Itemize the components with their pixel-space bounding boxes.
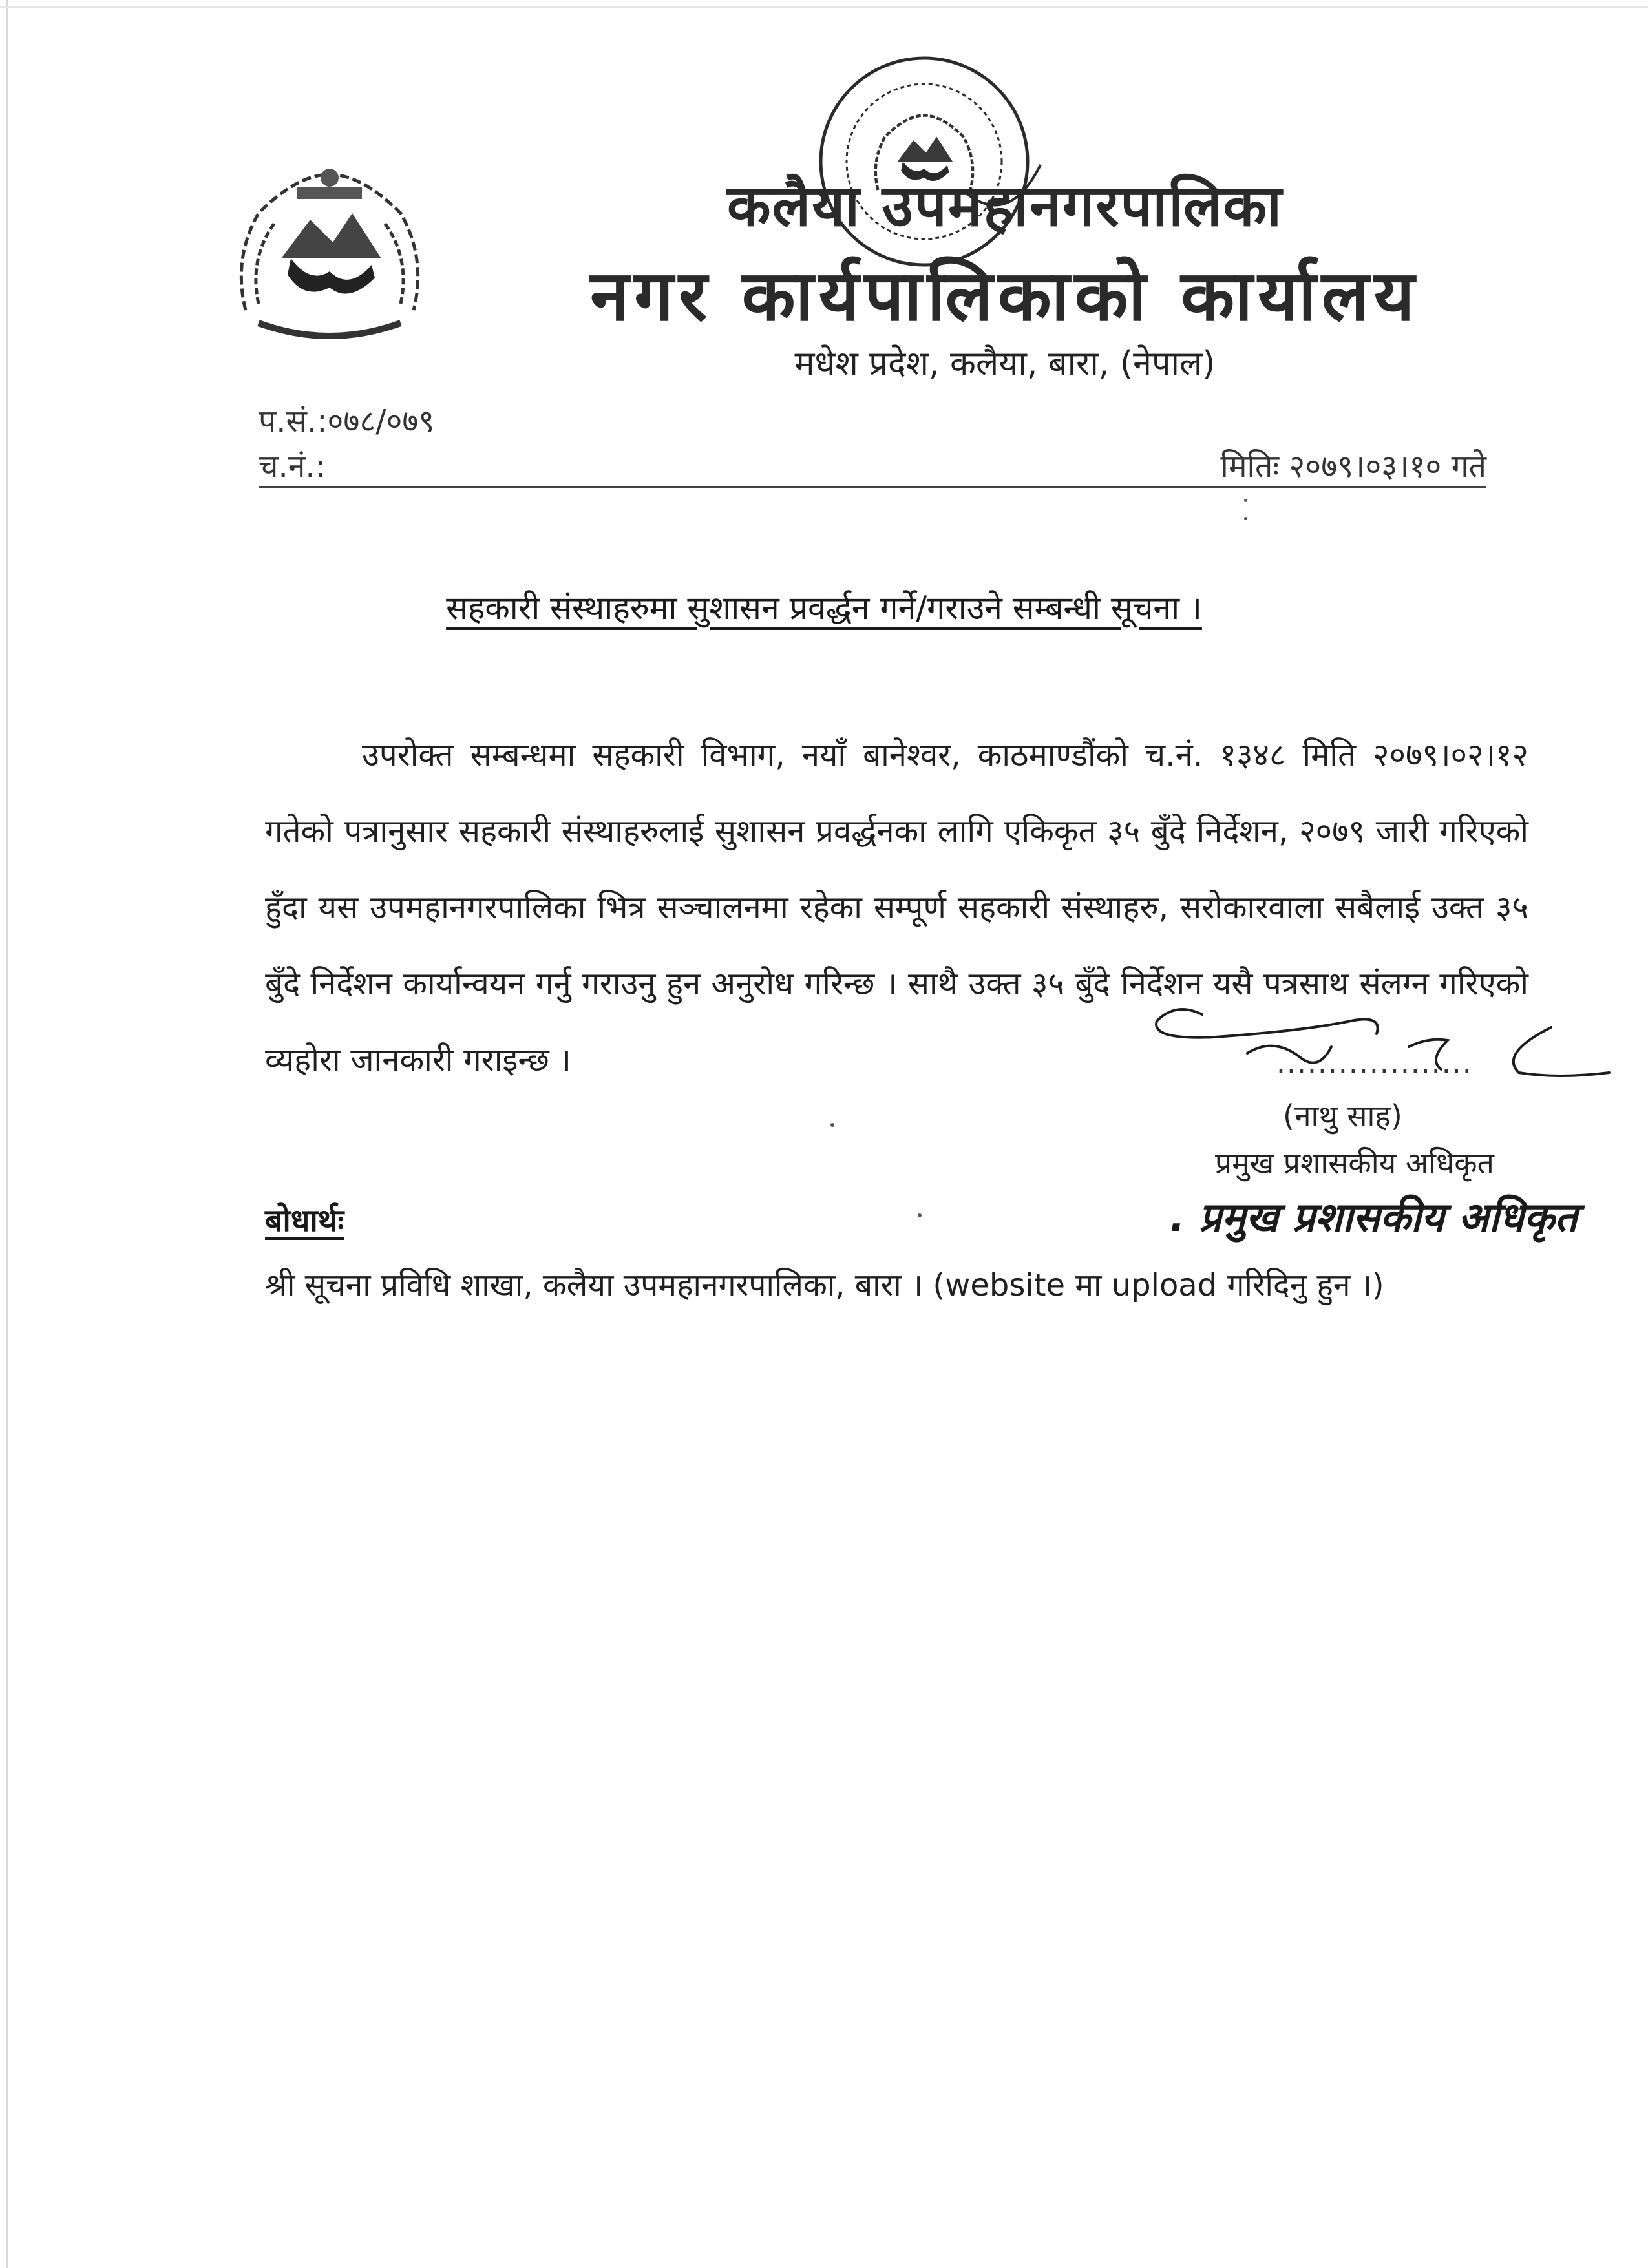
signature-line: ................... bbox=[1276, 1047, 1473, 1080]
office-name-line1: कलैया उपमहानगरपालिका bbox=[726, 173, 1284, 239]
designation-stamp: . प्रमुख प्रशासकीय अधिकृत bbox=[1170, 1193, 1578, 1241]
letter-reference-number: प.सं.:०७८/०७९ bbox=[259, 403, 435, 439]
scan-edge-top bbox=[0, 6, 1648, 8]
letter-subject: सहकारी संस्थाहरुमा सुशासन प्रवर्द्धन गर्ने/गराउने सम्बन्धी सूचना । bbox=[446, 589, 1202, 627]
signatory-title: प्रमुख प्रशासकीय अधिकृत bbox=[1215, 1146, 1494, 1181]
scan-speck bbox=[918, 1213, 922, 1217]
dispatch-number-label: च.नं.: bbox=[259, 448, 326, 485]
signatory-name: (नाथु साह) bbox=[1283, 1098, 1402, 1133]
letter-date: मितिः २०७९।०३।१० गते bbox=[1220, 448, 1486, 485]
cc-recipient: श्री सूचना प्रविधि शाखा, कलैया उपमहानगरपालिका, बारा । (website मा upload गरिदिनु हुन ।) bbox=[265, 1267, 1384, 1303]
letter-body: उपरोक्त सम्बन्धमा सहकारी विभाग, नयाँ बानेश्वर, काठमाण्डौंको च.नं. १३४८ मिति २०७९।०२।१२ गतेको पत्रानुसार सहकारी संस्थाहरुलाई सुशासन प्रवर्द्धनका लागि एकिकृत ३५ बुँदे निर्देशन, २०७९ जारी गरिएको हुँदा यस उपमहानगरपालिका भित्र सञ्चालनमा रहेका सम्पूर्ण सहकारी संस्थाहरु, सरोकारवाला सबैलाई उक्त ३५ बुँदे निर्देशन कार्यान्वयन गर्नु गराउनु हुन अनुरोध गरिन्छ । साथै उक्त ३५ बुँदे निर्देशन यसै पत्रसाथ संलग्न गरिएको व्यहोरा जानकारी गराइन्छ । bbox=[265, 737, 1528, 1078]
header-divider bbox=[259, 486, 1486, 488]
scan-speck bbox=[830, 1123, 834, 1127]
office-name-line2: नगर कार्यपालिकाको कार्यालय bbox=[590, 256, 1420, 337]
scan-speck bbox=[1244, 517, 1247, 520]
cc-label: बोधार्थः bbox=[265, 1202, 344, 1239]
scan-speck bbox=[1244, 499, 1247, 502]
office-address: मधेश प्रदेश, कलैया, बारा, (नेपाल) bbox=[794, 344, 1216, 383]
